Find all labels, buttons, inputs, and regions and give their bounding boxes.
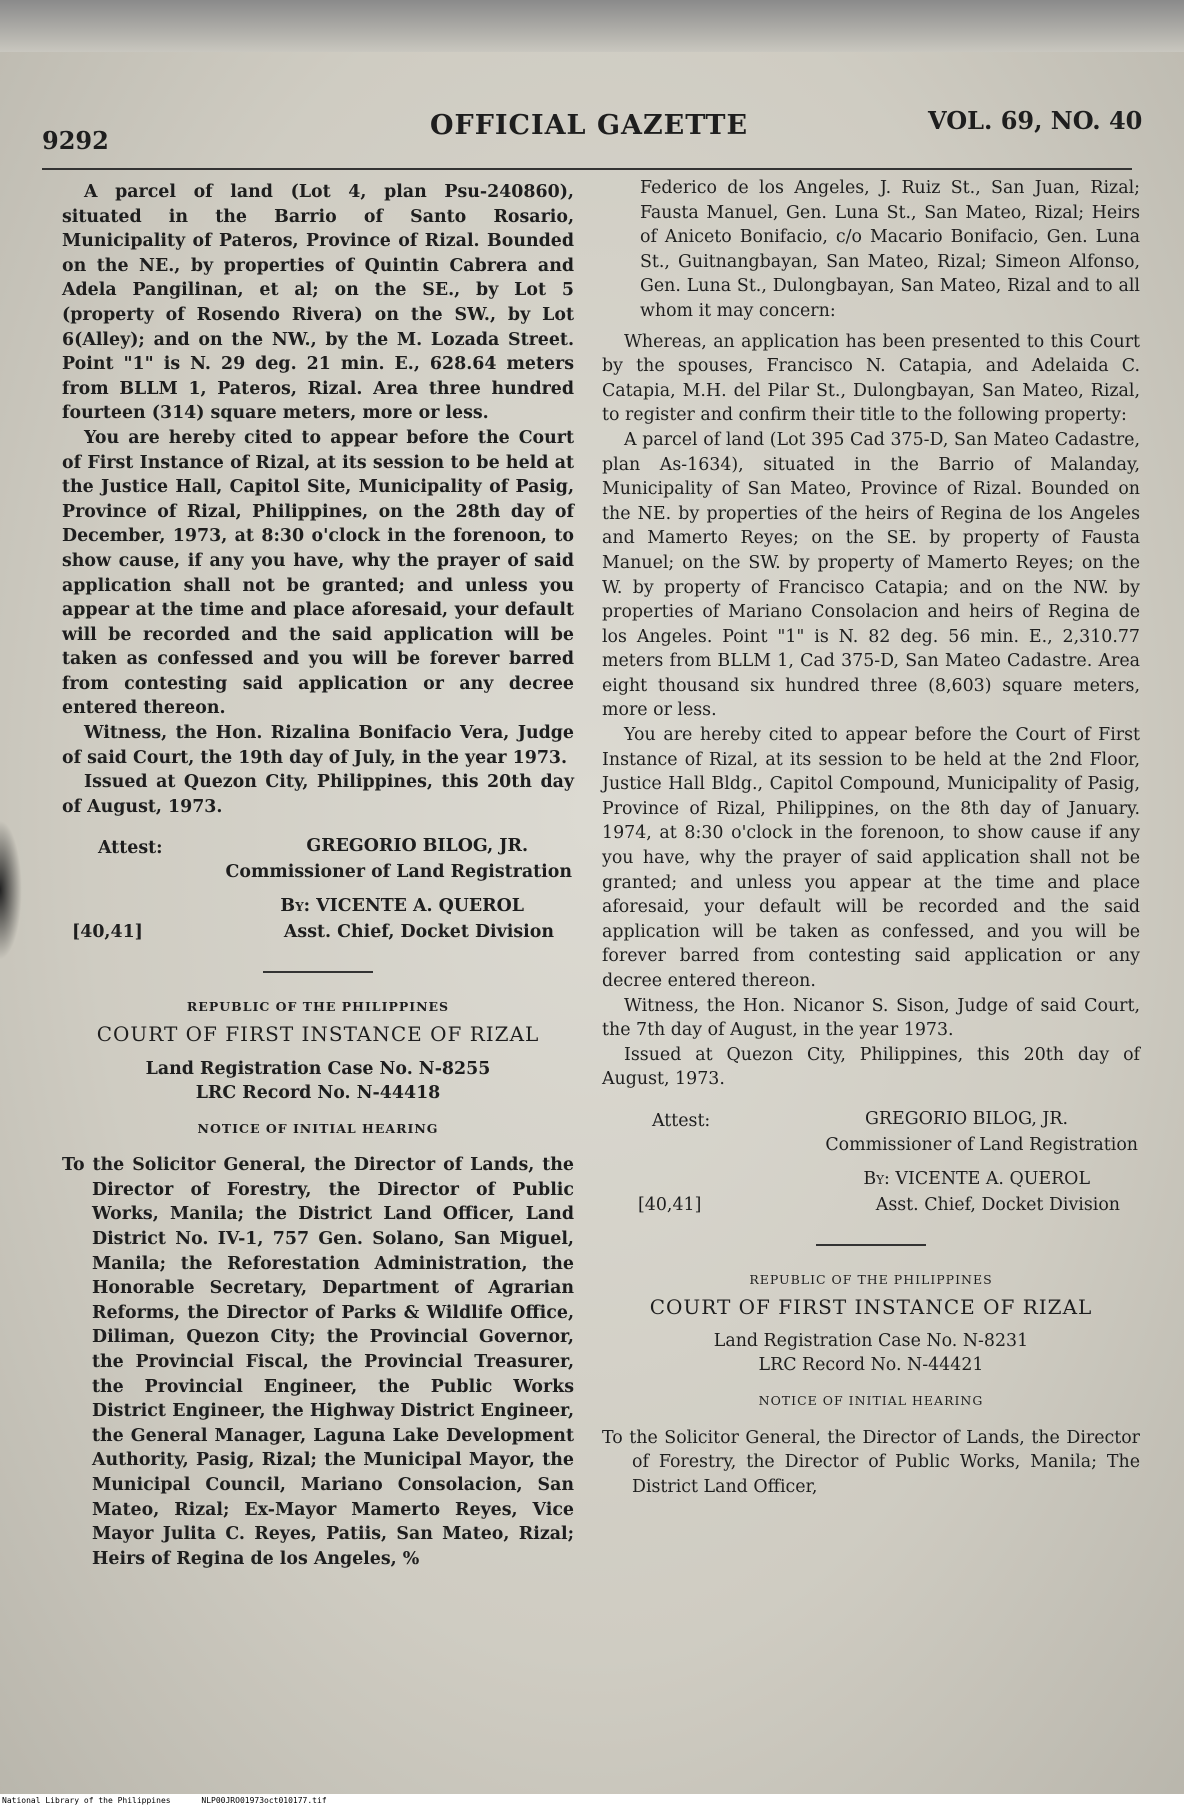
application-paragraph: Whereas, an application has been presented to this Court by the spouses, Francisco N. Catapia, and Adelaida C. Catapia, M.H. del Pilar St., Dulongbayan, San Mateo, Rizal, to register and confirm their title to the following property:	[602, 331, 1140, 426]
scan-edge-shadow	[0, 820, 22, 960]
court-heading: COURT OF FIRST INSTANCE OF RIZAL	[649, 1294, 1093, 1319]
page-title: OFFICIAL GAZETTE	[430, 110, 749, 141]
right-column	[602, 176, 1140, 1500]
scan-filename: NLP00JRO01973oct010177.tif	[201, 1796, 327, 1805]
header-rule	[42, 168, 1132, 170]
signature-block	[62, 829, 574, 957]
notice-heading: NOTICE OF INITIAL HEARING	[758, 1393, 984, 1409]
witness-paragraph: Witness, the Hon. Rizalina Bonifacio Vera, Judge of said Court, the 19th day of July, in the year 1973.	[62, 723, 574, 768]
hearing-citation: You are hereby cited to appear before the Court of First Instance of Rizal, at its session to be held at the Justice Hall, Capitol Site, Municipality of Pasig, Province of Rizal, Philippines, on the 28th day of December, 1973, at 8:30 o'clock in the forenoon, to show cause, if any you have, why the prayer of said application shall not be granted; and unless you appear at the time and place aforesaid, your default will be recorded and the said application will be taken as confessed and you will be forever barred from contesting said application or any decree entered thereon.	[62, 427, 574, 719]
left-column	[62, 180, 574, 1571]
signatory-title: Asst. Chief, Docket Division	[875, 1194, 1120, 1215]
lrc-record-number: LRC Record No. N-44418	[195, 1082, 441, 1103]
republic-heading: REPUBLIC OF THE PHILIPPINES	[749, 1271, 993, 1287]
court-heading: COURT OF FIRST INSTANCE OF RIZAL	[96, 1022, 540, 1047]
case-number: Land Registration Case No. N-8255	[145, 1058, 491, 1079]
signatory-name: By: VICENTE A. QUEROL	[863, 1168, 1090, 1189]
lrc-record-number: LRC Record No. N-44421	[758, 1355, 984, 1376]
scan-footer	[0, 1794, 1184, 1808]
addressees-list: To the Solicitor General, the Director of Lands, the Director of Forestry, the Director of Public Works, Manila; the District Land Officer, Land District No. IV-1, 757 Gen. Solano, San Miguel, Manila; the Reforestation Administration, the Honorable Secretary, Department of Agrarian Reforms, the Director of Parks & Wildlife Office, Diliman, Quezon City; the Provincial Governor, the Provincial Fiscal, the Provincial Treasurer, the Provincial Engineer, the Public Works District Engineer, the Highway District Engineer, the General Manager, Laguna Lake Development Authority, Pasig, Rizal; the Municipal Mayor, the Municipal Council, Mariano Consolacion, San Mateo, Rizal; Ex-Mayor Mamerto Reyes, Vice Mayor Julita C. Reyes, Patiis, San Mateo, Rizal; Heirs of Regina de los Angeles, %	[62, 1155, 574, 1569]
addressees-continued: Federico de los Angeles, J. Ruiz St., San Juan, Rizal; Fausta Manuel, Gen. Luna St., San Mateo, Rizal; Heirs of Aniceto Bonifacio, c/o Macario Bonifacio, Gen. Luna St., Guitnangbayan, San Mateo, Rizal; Simeon Alfonso, Gen. Luna St., Dulongbayan, San Mateo, Rizal and to all whom it may concern:	[640, 178, 1140, 321]
commissioner-name: GREGORIO BILOG, JR.	[306, 836, 528, 857]
attest-label: Attest:	[652, 1110, 711, 1131]
volume-number: VOL. 69, NO. 40	[928, 106, 1143, 135]
republic-heading: REPUBLIC OF THE PHILIPPINES	[186, 999, 450, 1015]
scan-top-band	[0, 0, 1184, 52]
hearing-citation: You are hereby cited to appear before the Court of First Instance of Rizal, at its session to be held at the 2nd Floor, Justice Hall Bldg., Capitol Compound, Municipality of Pasig, Province of Rizal, Philippines, on the 8th day of January. 1974, at 8:30 o'clock in the forenoon, to show cause if any you have, why the prayer of said application shall not be granted; and unless you appear at the time and place aforesaid, your default will be recorded and the said application will be taken as confessed, and you will be forever barred from contesting said application or any decree entered thereon.	[602, 725, 1140, 991]
issued-paragraph: Issued at Quezon City, Philippines, this 20th day of August, 1973.	[602, 1044, 1140, 1090]
section-divider	[816, 1244, 926, 1246]
issued-paragraph: Issued at Quezon City, Philippines, this 20th day of August, 1973.	[62, 772, 574, 817]
land-description: A parcel of land (Lot 395 Cad 375-D, San Mateo Cadastre, plan As-1634), situated in the Barrio of Malanday, Municipality of San Mateo, Province of Rizal. Bounded on the NE. by properties of the heirs of Regina de los Angeles and Mamerto Reyes; on the SE. by property of Fausta Manuel; on the SW. by property of Mamerto Reyes; on the W. by property of Francisco Catapia; and on the NW. by properties of Mariano Consolacion and heirs of Regina de los Angeles. Point "1" is N. 82 deg. 56 min. E., 2,310.77 meters from BLLM 1, Cad 375-D, San Mateo Cadastre. Area eight thousand six hundred three (8,603) square meters, more or less.	[602, 429, 1140, 721]
signature-block	[602, 1102, 1140, 1230]
case-number: Land Registration Case No. N-8231	[713, 1331, 1029, 1352]
notice-heading: NOTICE OF INITIAL HEARING	[197, 1120, 439, 1136]
issue-numbers: [40,41]	[72, 922, 143, 943]
signatory-title: Asst. Chief, Docket Division	[283, 922, 554, 943]
witness-paragraph: Witness, the Hon. Nicanor S. Sison, Judge of said Court, the 7th day of August, in the year 1973.	[602, 995, 1140, 1041]
commissioner-name: GREGORIO BILOG, JR.	[865, 1108, 1068, 1129]
library-credit: National Library of the Philippines	[2, 1796, 171, 1805]
land-description: A parcel of land (Lot 4, plan Psu-240860), situated in the Barrio of Santo Rosario, Municipality of Pateros, Province of Rizal. Bounded on the NE., by properties of Quintin Cabrera and Adela Pangilinan, et al; on the SE., by Lot 5 (property of Rosendo Rivera) on the SW., by Lot 6(Alley); and on the NW., by the M. Lozada Street. Point "1" is N. 29 deg. 21 min. E., 628.64 meters from BLLM 1, Pateros, Rizal. Area three hundred fourteen (314) square meters, more or less.	[62, 182, 574, 424]
attest-label: Attest:	[98, 838, 163, 859]
commissioner-title: Commissioner of Land Registration	[225, 862, 572, 883]
section-divider	[263, 971, 373, 973]
addressees-list: To the Solicitor General, the Director of Lands, the Director of Forestry, the Director of Public Works, Manila; The District Land Officer,	[602, 1427, 1140, 1497]
issue-numbers: [40,41]	[638, 1194, 702, 1215]
page-number: 9292	[42, 126, 109, 155]
signatory-name: By: VICENTE A. QUEROL	[280, 896, 524, 917]
commissioner-title: Commissioner of Land Registration	[825, 1134, 1138, 1155]
